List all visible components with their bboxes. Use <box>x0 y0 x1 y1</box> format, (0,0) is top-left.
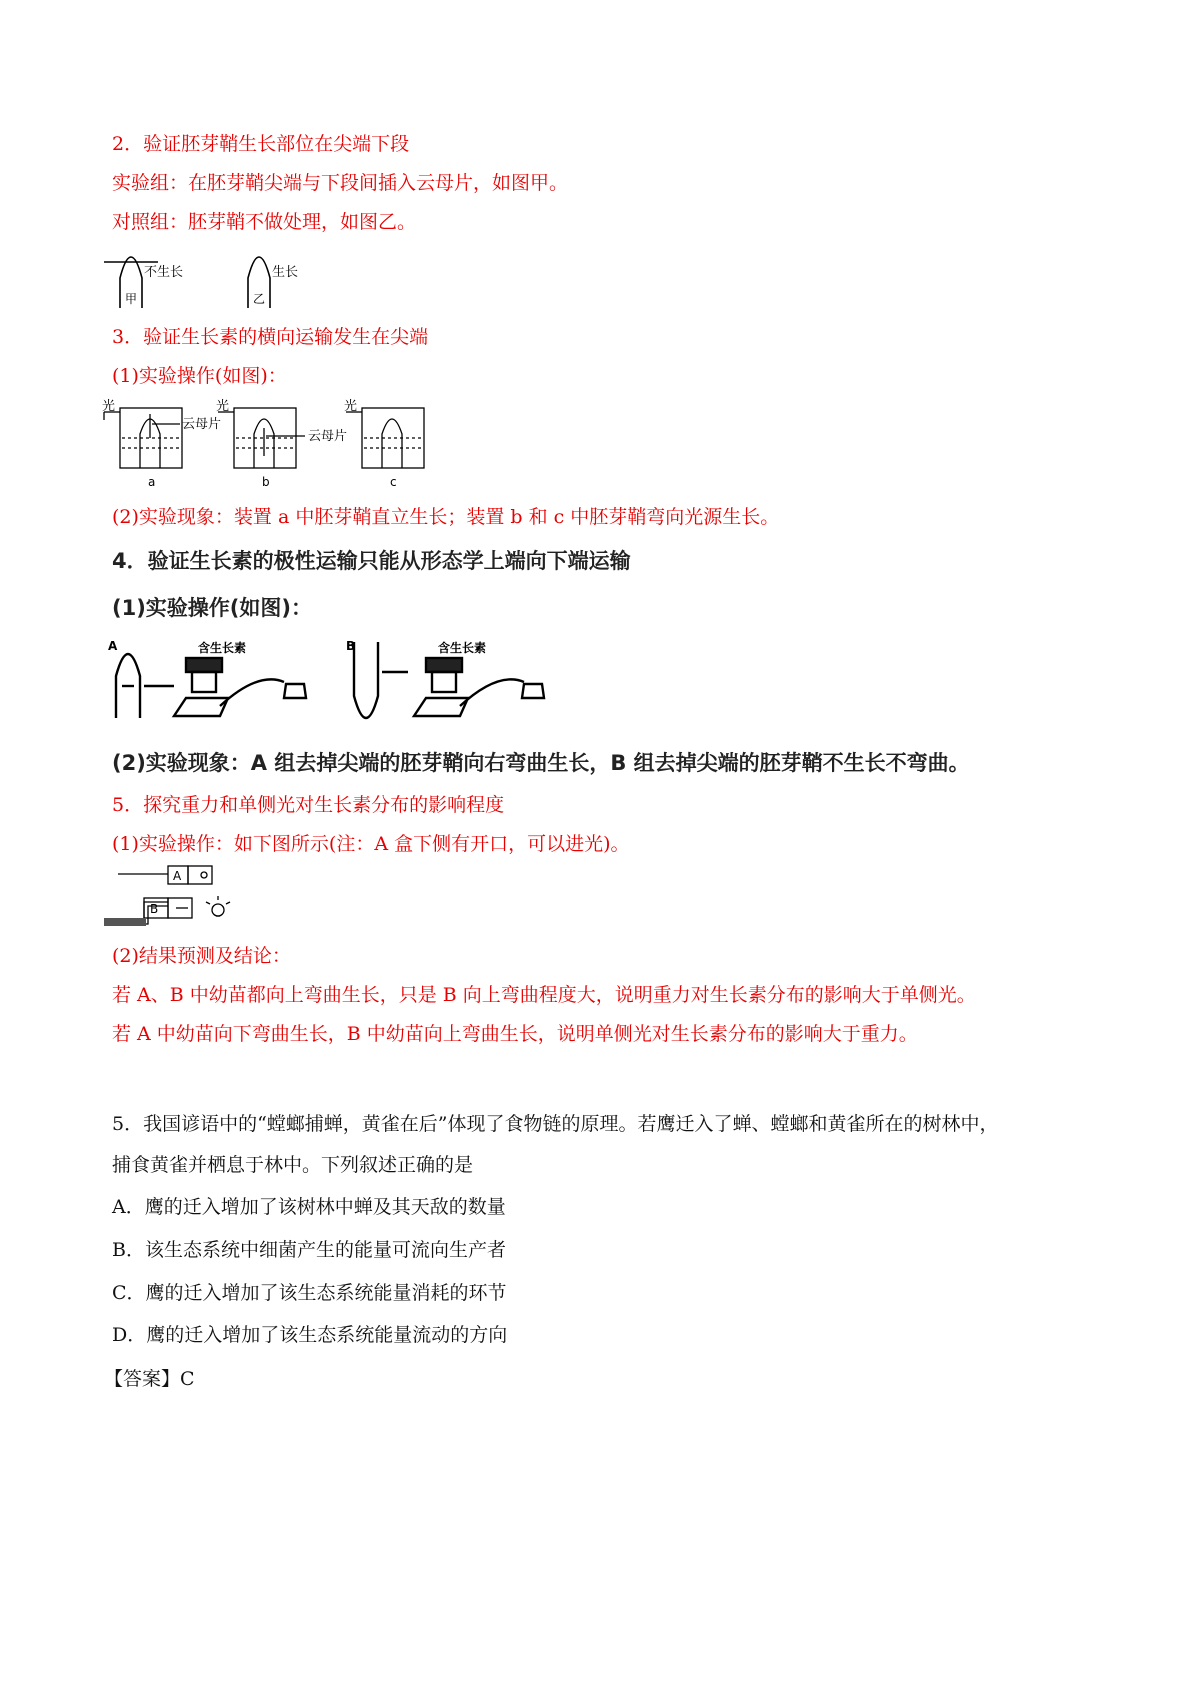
label-auxin-B: 含生长素 <box>438 641 487 655</box>
label-light-b: 光 <box>216 399 230 414</box>
option-b: B．该生态系统中细菌产生的能量可流向生产者 <box>112 1239 506 1261</box>
figure-lateral-transport <box>100 398 500 492</box>
section5-conclusion-1: 若 A、B 中幼苗都向上弯曲生长，只是 B 向上弯曲程度大，说明重力对生长素分布的影响大于单侧光。 <box>112 984 976 1006</box>
label-A: A <box>108 639 118 653</box>
label-c: c <box>390 475 397 489</box>
label-B: B <box>346 639 356 653</box>
section5-prediction-heading: (2)结果预测及结论： <box>112 945 291 967</box>
section4-result: (2)实验现象：A 组去掉尖端的胚芽鞘向右弯曲生长，B 组去掉尖端的胚芽鞘不生长不弯曲。 <box>112 751 970 775</box>
label-no-growth: 不生长 <box>144 265 184 280</box>
option-d: D．鹰的迁入增加了该生态系统能量流动的方向 <box>112 1324 508 1346</box>
question-stem-line-1: 5．我国谚语中的“螳螂捕蝉，黄雀在后”体现了食物链的原理。若鹰迁入了蝉、螳螂和黄雀所在的树林中， <box>112 1113 999 1135</box>
label-mica-b: 云母片 <box>308 429 348 444</box>
figure-gravity-light <box>104 862 244 932</box>
section3-result: (2)实验现象：装置 a 中胚芽鞘直立生长；装置 b 和 c 中胚芽鞘弯向光源生长。 <box>112 506 780 528</box>
label-growth: 生长 <box>272 265 299 280</box>
label-light-a: 光 <box>102 399 116 414</box>
option-c: C．鹰的迁入增加了该生态系统能量消耗的环节 <box>112 1282 507 1304</box>
label-box-A: A <box>173 869 182 883</box>
label-a: a <box>148 475 156 489</box>
section2-experiment-group: 实验组：在胚芽鞘尖端与下段间插入云母片，如图甲。 <box>112 172 569 194</box>
section4-title: 4．验证生长素的极性运输只能从形态学上端向下端运输 <box>112 549 631 573</box>
label-mica-a: 云母片 <box>182 417 222 432</box>
option-a: A．鹰的迁入增加了该树林中蝉及其天敌的数量 <box>112 1196 506 1218</box>
section5-conclusion-2: 若 A 中幼苗向下弯曲生长，B 中幼苗向上弯曲生长，说明单侧光对生长素分布的影响大于重力。 <box>112 1023 918 1045</box>
section2-control-group: 对照组：胚芽鞘不做处理，如图乙。 <box>112 211 417 233</box>
section3-title: 3．验证生长素的横向运输发生在尖端 <box>112 326 429 348</box>
section2-title: 2．验证胚芽鞘生长部位在尖端下段 <box>112 133 410 155</box>
label-b: b <box>262 475 270 489</box>
section4-operation: (1)实验操作(如图)： <box>112 596 313 620</box>
question-stem-line-2: 捕食黄雀并栖息于林中。下列叙述正确的是 <box>112 1154 474 1176</box>
label-yi: 乙 <box>253 292 266 306</box>
section5-title: 5．探究重力和单侧光对生长素分布的影响程度 <box>112 794 505 816</box>
section3-operation: (1)实验操作(如图)： <box>112 365 287 387</box>
label-box-B: B <box>150 902 159 916</box>
answer: 【答案】C <box>104 1368 195 1390</box>
section5-operation: (1)实验操作：如下图所示(注：A 盒下侧有开口，可以进光)。 <box>112 833 630 855</box>
label-jia: 甲 <box>125 292 138 306</box>
label-auxin-A: 含生长素 <box>198 641 247 655</box>
label-light-c: 光 <box>344 399 358 414</box>
figure-polar-transport <box>108 636 568 736</box>
